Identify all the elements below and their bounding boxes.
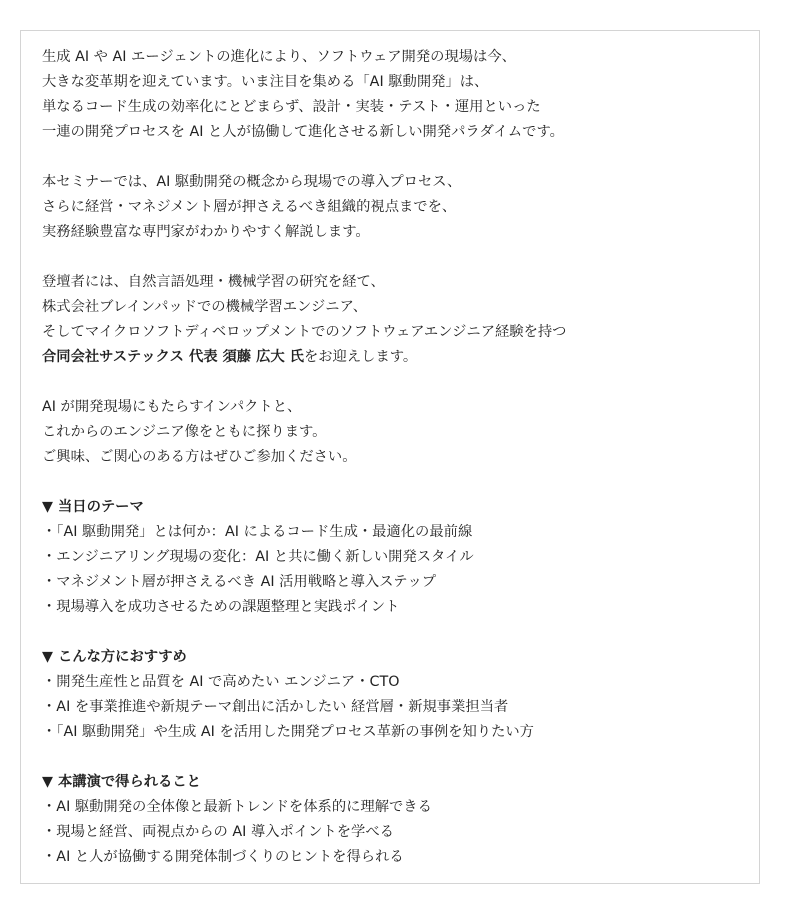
paragraph-spacer — [42, 370, 759, 395]
speaker-name-line — [42, 345, 759, 370]
paragraph-line: 大きな変革期を迎えています。いま注目を集める「AI 駆動開発」は、 — [42, 74, 489, 90]
paragraph-line: 登壇者には、自然言語処理・機械学習の研究を経て、 — [42, 274, 385, 290]
paragraph-line: そしてマイクロソフトディベロップメントでのソフトウェアエンジニア経験を持つ — [42, 324, 567, 340]
list-item: ・エンジニアリング現場の変化：AI と共に働く新しい開発スタイル — [42, 549, 474, 565]
paragraph-line: 単なるコード生成の効率化にとどまらず、設計・実装・テスト・運用といった — [42, 99, 541, 115]
list-item: ・AI を事業推進や新規テーマ創出に活かしたい 経営層・新規事業担当者 — [42, 699, 509, 715]
paragraph-line: ご興味、ご関心のある方はぜひご参加ください。 — [42, 449, 357, 465]
intro-paragraph — [42, 45, 759, 145]
speaker-paragraph — [42, 270, 759, 370]
section-themes — [42, 495, 759, 620]
paragraph-line: さらに経営・マネジメント層が押さえるべき組織的視点までを、 — [42, 199, 457, 215]
paragraph-line: これからのエンジニア像をともに探ります。 — [42, 424, 327, 440]
paragraph-line: 本セミナーでは、AI 駆動開発の概念から現場での導入プロセス、 — [42, 174, 462, 190]
paragraph-line: 一連の開発プロセスを AI と人が協働して進化させる新しい開発パラダイムです。 — [42, 124, 564, 140]
section-recommended — [42, 645, 759, 745]
list-item: ・AI 駆動開発の全体像と最新トレンドを体系的に理解できる — [42, 799, 432, 815]
section-takeaways — [42, 770, 759, 870]
seminar-paragraph — [42, 170, 759, 245]
list-item: ・「AI 駆動開発」とは何か：AI によるコード生成・最適化の最前線 — [42, 524, 473, 540]
paragraph-spacer — [42, 745, 759, 770]
list-item: ・マネジメント層が押さえるべき AI 活用戦略と導入ステップ — [42, 574, 437, 590]
list-item: ・AI と人が協働する開発体制づくりのヒントを得られる — [42, 849, 404, 865]
paragraph-spacer — [42, 245, 759, 270]
list-item: ・開発生産性と品質を AI で高めたい エンジニア・CTO — [42, 674, 400, 690]
list-item: ・現場と経営、両視点からの AI 導入ポイントを学べる — [42, 824, 394, 840]
speaker-name-suffix: をお迎えします。 — [303, 349, 418, 365]
paragraph-line: 生成 AI や AI エージェントの進化により、ソフトウェア開発の現場は今、 — [42, 49, 516, 65]
description-card — [20, 30, 760, 884]
speaker-name: 合同会社サステックス 代表 須藤 広大 氏 — [42, 349, 304, 365]
paragraph-line: AI が開発現場にもたらすインパクトと、 — [42, 399, 302, 415]
section-heading: ▼ こんな方におすすめ — [42, 649, 187, 665]
paragraph-spacer — [42, 470, 759, 495]
list-item: ・「AI 駆動開発」や生成 AI を活用した開発プロセス革新の事例を知りたい方 — [42, 724, 534, 740]
paragraph-line: 株式会社ブレインパッドでの機械学習エンジニア、 — [42, 299, 368, 315]
list-item: ・現場導入を成功させるための課題整理と実践ポイント — [42, 599, 400, 615]
closing-paragraph — [42, 395, 759, 470]
description-body — [21, 31, 759, 870]
paragraph-spacer — [42, 145, 759, 170]
paragraph-line: 実務経験豊富な専門家がわかりやすく解説します。 — [42, 224, 370, 240]
paragraph-spacer — [42, 620, 759, 645]
section-heading: ▼ 本講演で得られること — [42, 774, 201, 790]
section-heading: ▼ 当日のテーマ — [42, 499, 144, 515]
